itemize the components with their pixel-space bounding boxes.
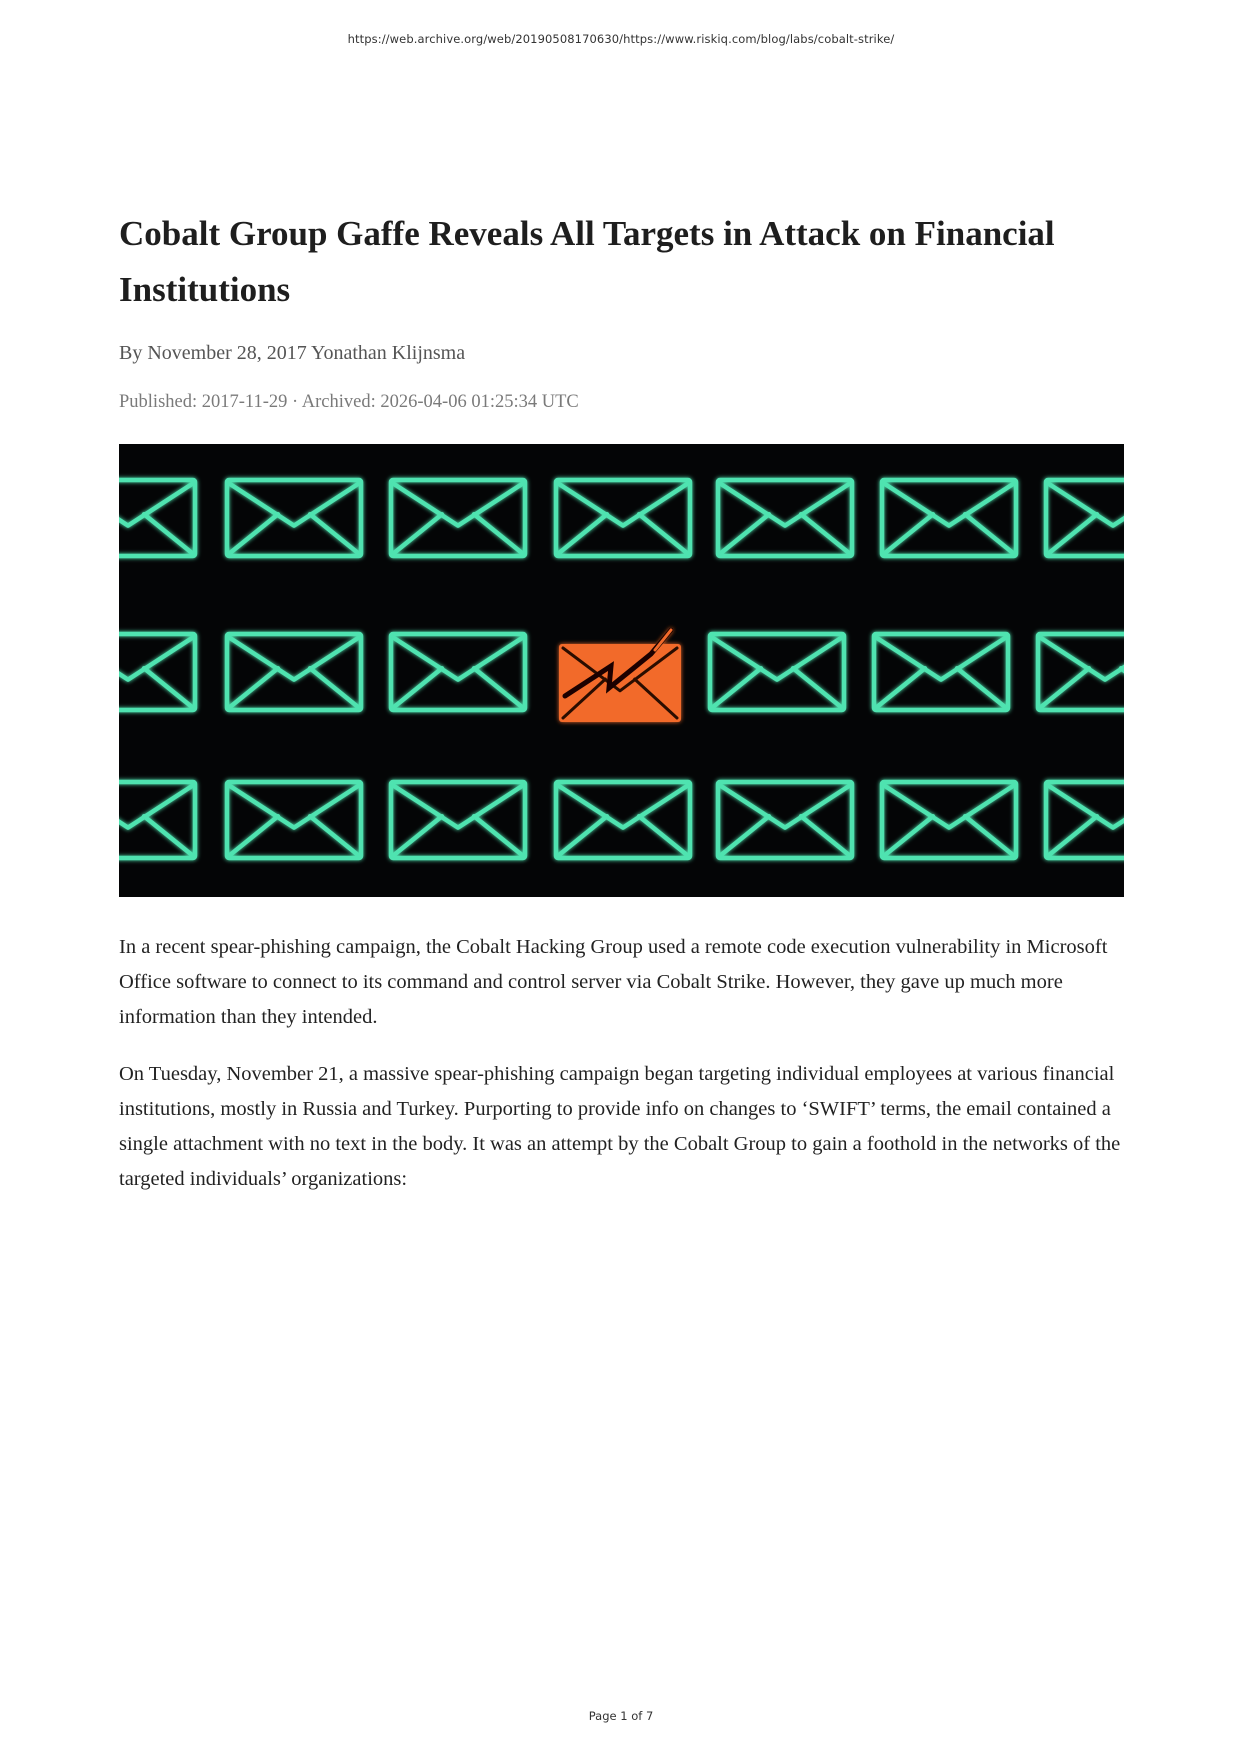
article-byline: By November 28, 2017 Yonathan Klijnsma [119,342,466,364]
envelope-grid-illustration [119,444,1124,897]
envelope-icon [556,480,690,556]
envelope-icon [227,634,361,710]
envelope-icon [718,480,852,556]
envelope-icon [710,634,844,710]
envelope-icon [391,634,525,710]
envelope-icon [227,782,361,858]
page-number: Page 1 of 7 [588,1709,654,1723]
envelope-icon [1046,782,1124,858]
envelope-icon [1046,480,1124,556]
envelope-icon [119,782,195,858]
article-title: Cobalt Group Gaffe Reveals All Targets in Attack on Financial Institutions [119,214,1055,309]
envelope-icon [119,480,195,556]
published-archived-line: Published: 2017-11-29 · Archived: 2026-04-06 01:25:34 UTC [119,392,579,412]
envelope-icon [227,480,361,556]
envelope-icon [1038,634,1124,710]
paragraph-campaign: On Tuesday, November 21, a massive spear-phishing campaign began targeting individual employees at various financial institutions, mostly in Russia and Turkey. Purporting to provide info on changes to ‘SWIFT’ terms, the email contained a single attachment with no text in the body. It was an attempt by the Cobalt Group to gain a foothold in the networks of the targeted individuals’ organizations: [119,1063,1121,1190]
envelope-icon [718,782,852,858]
envelope-icon [882,782,1016,858]
article-body [119,930,1124,1219]
envelope-icon [391,782,525,858]
malicious-envelope-icon [559,630,681,722]
hero-image [119,444,1124,897]
envelope-icon [874,634,1008,710]
paragraph-intro: In a recent spear-phishing campaign, the Cobalt Hacking Group used a remote code execution vulnerability in Microsoft Office software to connect to its command and control server via Cobalt Strike. However, they gave up much more information than they intended. [119,936,1108,1028]
envelope-icon [556,782,690,858]
envelope-icon [119,634,195,710]
envelope-icon [882,480,1016,556]
source-url: https://web.archive.org/web/20190508170630/https://www.riskiq.com/blog/labs/cobalt-strike/ [347,32,895,46]
envelope-icon [391,480,525,556]
